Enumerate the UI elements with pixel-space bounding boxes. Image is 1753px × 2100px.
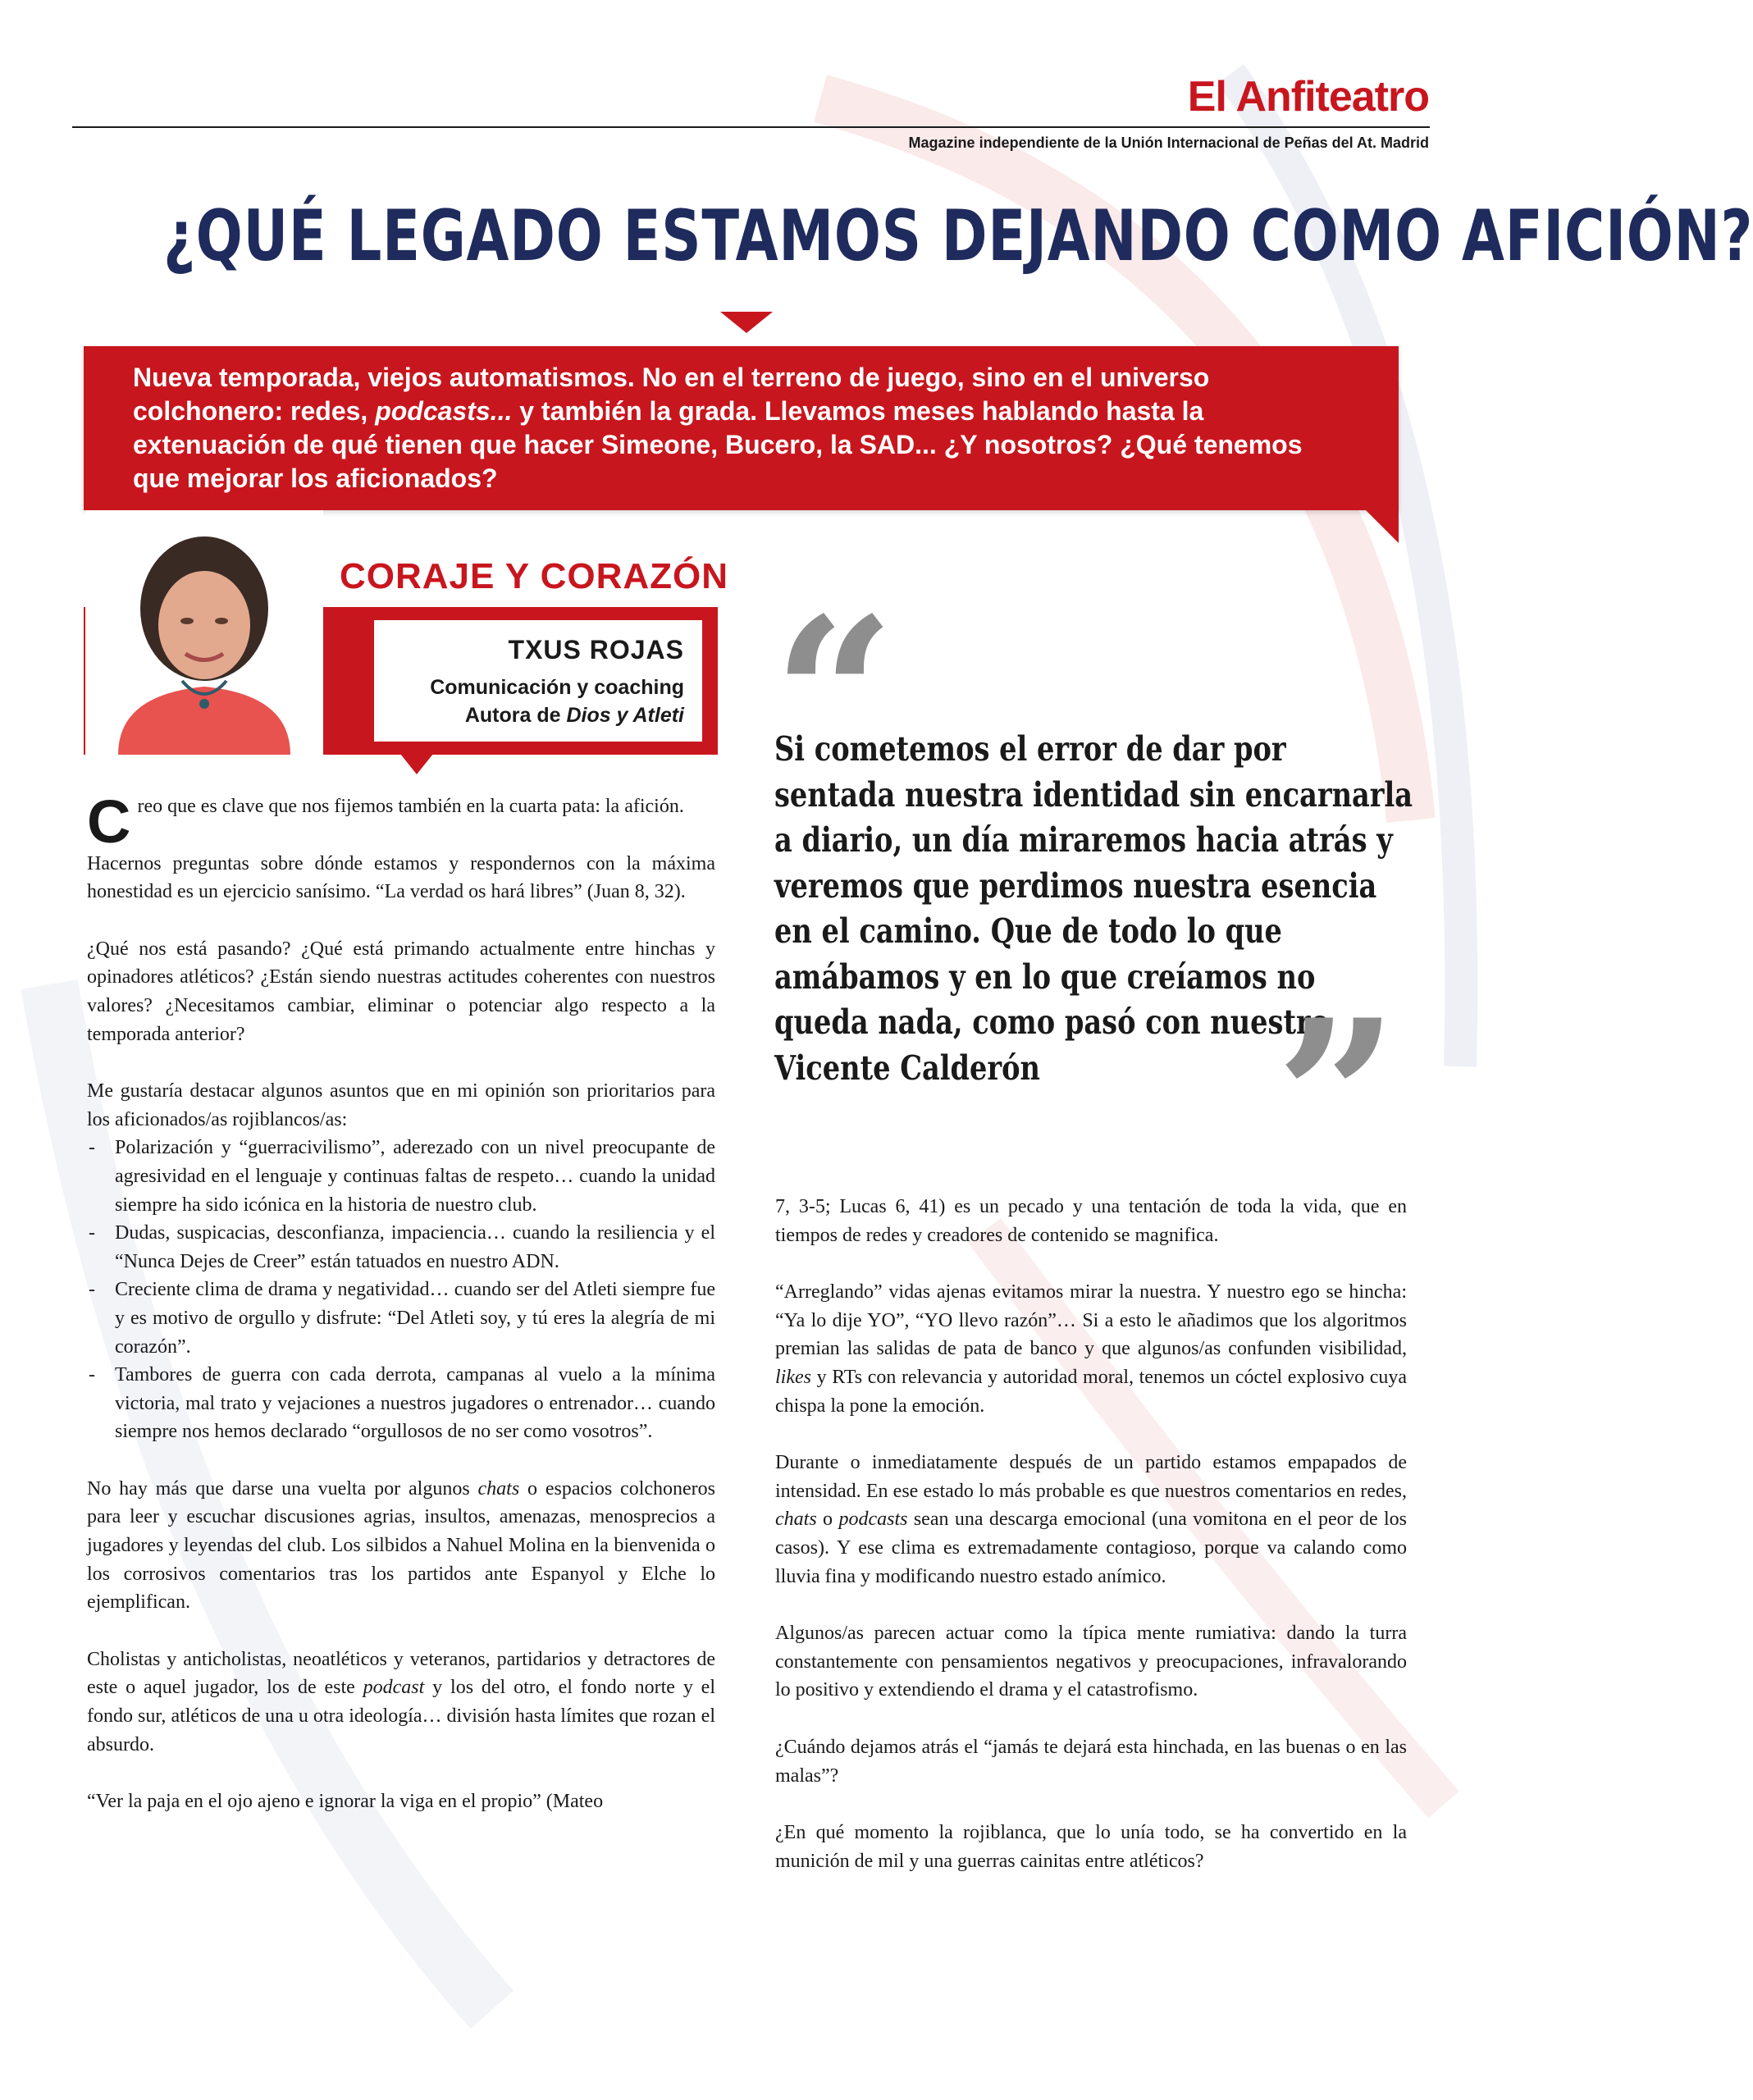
paragraph: ¿Cuándo dejamos atrás el “jamás te dejará esta hinchada, en las buenas o en las malas”? xyxy=(775,1736,1407,1787)
priority-list xyxy=(87,1134,715,1446)
author-book: Autora de Dios y Atleti xyxy=(464,704,684,727)
article-title: ¿QUÉ LEGADO ESTAMOS DEJANDO COMO AFICIÓN? xyxy=(163,195,1753,277)
magazine-tagline: Magazine independiente de la Unión Internacional de Peñas del At. Madrid xyxy=(908,135,1429,151)
author-card xyxy=(374,620,702,742)
list-item: - Creciente clima de drama y negatividad… cuando ser del Atleti siempre fue y es motivo de orgullo y disfrute: “Del Atleti soy, y tú eres la alegría de mi corazón”. xyxy=(87,1276,715,1361)
list-item: - Tambores de guerra con cada derrota, campanas al vuelo a la mínima victoria, mal trato y vejaciones a nuestros jugadores o entrenador… cuando siempre nos hemos declarado “orgullosos de no ser como vosotros”. xyxy=(87,1361,715,1446)
paragraph: Me gustaría destacar algunos asuntos que en mi opinión son prioritarios para los aficionados/as rojiblancos/as: xyxy=(87,1080,715,1130)
paragraph: “Ver la paja en el ojo ajeno e ignorar la viga en el propio” (Mateo xyxy=(87,1791,604,1813)
paragraph: Cholistas y anticholistas, neoatléticos y veteranos, partidarios y detractores de este o aquel jugador, los de este podcast y los del otro, el fondo norte y el fondo sur, atléticos de una u otra ideología… división hasta límites que rozan el absurdo. xyxy=(87,1648,715,1755)
author-role: Comunicación y coaching xyxy=(430,676,684,699)
paragraph: “Arreglando” vidas ajenas evitamos mirar la nuestra. Y nuestro ego se hincha: “Ya lo dije YO”, “YO llevo razón”… Si a esto le añadimos que los algoritmos premian las salidas de pata de banco y que algunos/as confunden visibilidad, likes y RTs con relevancia y autoridad moral, tenemos un cóctel explosivo cuya chispa la pone la emoción. xyxy=(775,1281,1407,1417)
author-name: TXUS ROJAS xyxy=(508,635,684,664)
paragraph: ¿Qué nos está pasando? ¿Qué está primando actualmente entre hinchas y opinadores atléticos? ¿Están siendo nuestras actitudes coherentes con nuestros valores? ¿Necesitamos cambiar, eliminar o potenciar algo respecto a la temporada anterior? xyxy=(87,938,715,1045)
paragraph: Durante o inmediatamente después de un partido estamos empapados de intensidad. En ese estado lo más probable es que nuestros comentarios en redes, chats o podcasts sean una descarga emocional (una vomitona en el peor de los casos). Y ese clima es extremadamente contagioso, porque va calando como lluvia fina y modificando nuestro estado anímico. xyxy=(775,1452,1408,1587)
author-card-pointer xyxy=(390,742,443,774)
drop-cap: C xyxy=(87,788,131,856)
pull-quote: Si cometemos el error de dar por sentada nuestra identidad sin encarnarla a diario, un día miraremos hacia atrás y veremos que perdimos nuestra esencia en el camino. Que de todo lo que amábamos y en lo que creíamos no queda nada, como pasó con nuestro Vicente Calderón xyxy=(774,729,1413,1088)
list-item: - Dudas, suspicacias, desconfianza, impaciencia… cuando la resiliencia y el “Nunca Dejes de Creer” están tatuados en nuestro ADN. xyxy=(87,1219,715,1276)
lead-box xyxy=(84,346,1399,510)
title-pointer xyxy=(720,312,773,333)
author-photo xyxy=(85,510,323,755)
paragraph: Algunos/as parecen actuar como la típica mente rumiativa: dando la turra constantemente con pensamientos negativos y preocupaciones, infravalorando lo positivo y extendiendo el drama y el catastrofismo. xyxy=(775,1623,1407,1701)
quote-open-mark: “ xyxy=(773,572,896,822)
body-column-left xyxy=(87,788,715,1845)
section-title: CORAJE Y CORAZÓN xyxy=(340,556,729,596)
paragraph: Hacernos preguntas sobre dónde estamos y respondernos con la máxima honestidad es un ejercicio sanísimo. “La verdad os hará libres” (Juan 8, 32). xyxy=(87,852,715,903)
lead-box-tail xyxy=(1366,510,1399,543)
header-rule xyxy=(72,126,1430,128)
paragraph: No hay más que darse una vuelta por algunos chats o espacios colchoneros para leer y escuchar discusiones agrias, insultos, amenazas, menosprecios a jugadores y leyendas del club. Los silbidos a Nahuel Molina en la bienvenida o los corrosivos comentarios tras los partidos ante Espanyol y Elche lo ejemplifican. xyxy=(87,1477,715,1614)
magazine-logo: El Anfiteatro xyxy=(1187,73,1429,121)
lead-text: Nueva temporada, viejos automatismos. No en el terreno de juego, sino en el universo colchonero: redes, podcasts... y también la grada. Llevamos meses hablando hasta la extenuación de qué tienen que hacer Simeone, Bucero, la SAD... ¿Y nosotros? ¿Qué tenemos que mejorar los aficionados? xyxy=(133,363,1303,493)
body-column-right xyxy=(775,1193,1407,1904)
paragraph: Creo que es clave que nos fijemos también en la cuarta pata: la afición. xyxy=(87,788,684,856)
paragraph: 7, 3-5; Lucas 6, 41) es un pecado y una tentación de toda la vida, que en tiempos de redes y creadores de contenido se magnifica. xyxy=(775,1196,1407,1246)
list-item: - Polarización y “guerracivilismo”, aderezado con un nivel preocupante de agresividad en el lenguaje y continuas faltas de respeto… cuando la unidad siempre ha sido icónica en la historia de nuestro club. xyxy=(87,1134,715,1219)
quote-close-mark: ” xyxy=(1276,974,1399,1224)
paragraph: ¿En qué momento la rojiblanca, que lo unía todo, se ha convertido en la munición de mil y una guerras cainitas entre atléticos? xyxy=(775,1822,1407,1872)
